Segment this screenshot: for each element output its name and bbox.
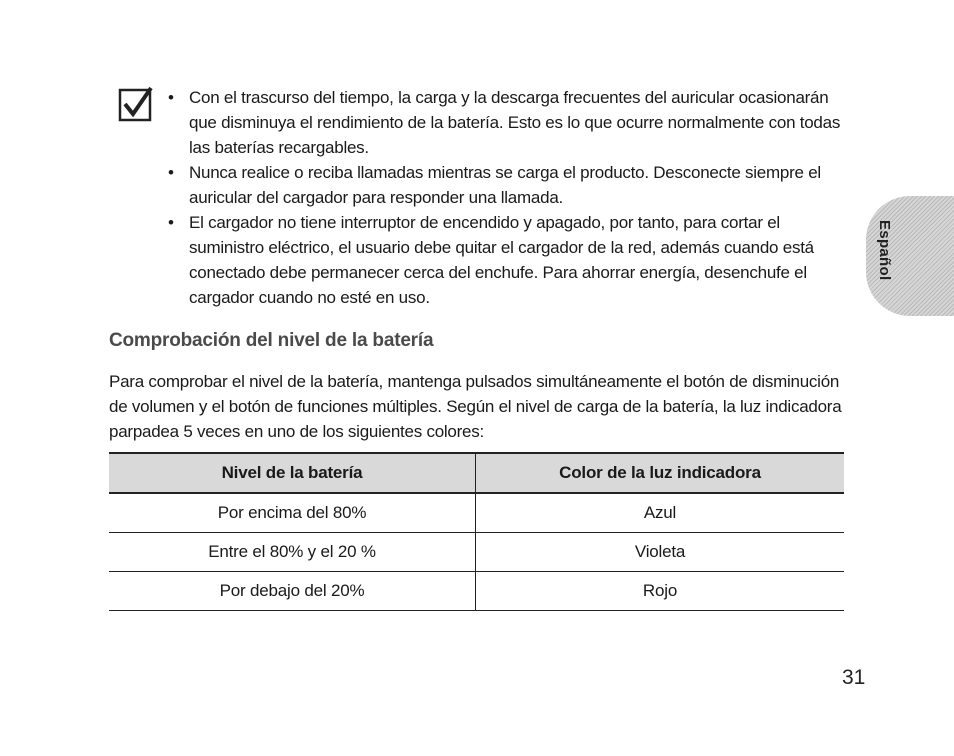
table-cell: Rojo (476, 572, 845, 611)
table-cell: Entre el 80% y el 20 % (109, 533, 476, 572)
table-cell: Violeta (476, 533, 845, 572)
section-title: Comprobación del nivel de la batería (109, 330, 434, 351)
table-cell: Por debajo del 20% (109, 572, 476, 611)
checkbox-check-icon (118, 86, 154, 122)
bullet: • (168, 213, 174, 232)
column-header: Color de la luz indicadora (476, 453, 845, 493)
page-number: 31 (842, 666, 866, 689)
table-cell: Azul (476, 493, 845, 533)
intro-paragraph: Para comprobar el nivel de la batería, mantenga pulsados simultáneamente el botón de disminución de volumen y el botón de funciones múltiples. Según el nivel de carga de la batería, la luz indicadora parpadea 5 veces en uno de los siguientes colores: (109, 372, 842, 441)
table-header-row (109, 453, 844, 493)
note-item: • Con el trascurso del tiempo, la carga y la descarga frecuentes del auricular ocasionarán que disminuya el rendimiento de la batería. Esto es lo que ocurre normalmente con todas las baterías recargables. (168, 85, 858, 160)
note-item: • El cargador no tiene interruptor de encendido y apagado, por tanto, para cortar el suministro eléctrico, el usuario debe quitar el cargador de la red, además cuando está conectado debe permanecer cerca del enchufe. Para ahorrar energía, desenchufe el cargador cuando no esté en uso. (168, 210, 858, 310)
note-list (168, 85, 858, 310)
table-cell: Por encima del 80% (109, 493, 476, 533)
table-row (109, 572, 844, 611)
table-row (109, 493, 844, 533)
battery-level-table (109, 452, 844, 611)
bullet: • (168, 88, 174, 107)
column-header: Nivel de la batería (109, 453, 476, 493)
note-item: • Nunca realice o reciba llamadas mientras se carga el producto. Desconecte siempre el auricular del cargador para responder una llamada. (168, 160, 858, 210)
bullet: • (168, 163, 174, 182)
table-row (109, 533, 844, 572)
